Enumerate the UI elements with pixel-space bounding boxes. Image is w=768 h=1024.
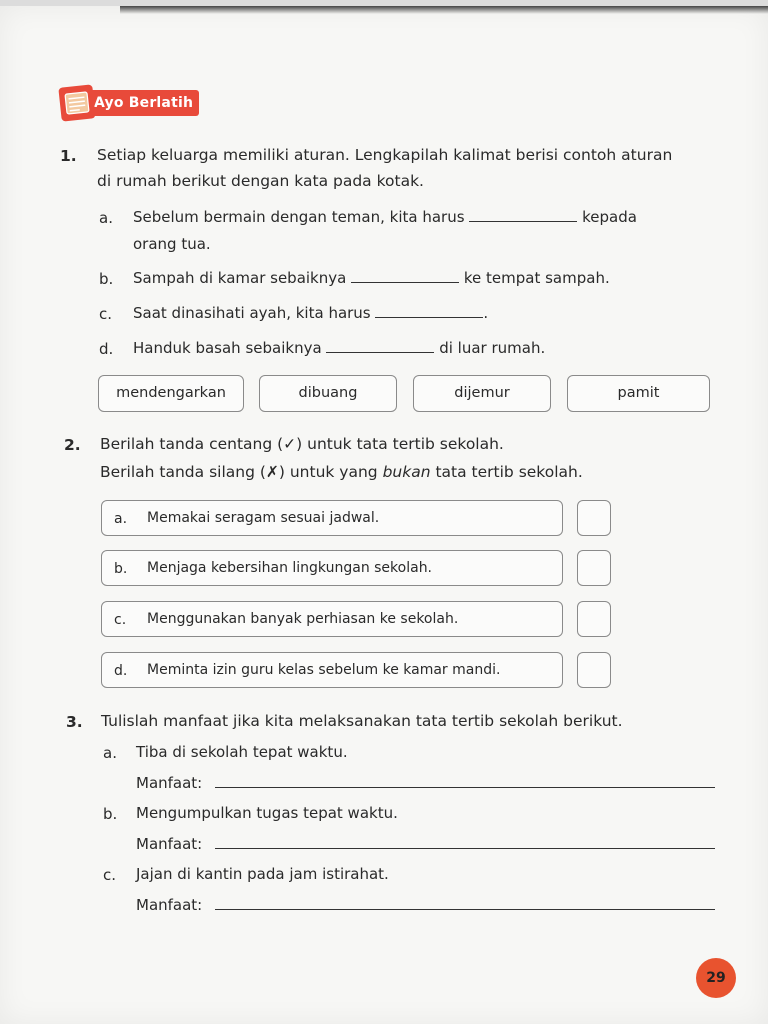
q1-item-a-after: kepada [582,208,637,226]
rule-c-letter: c. [114,612,127,628]
rule-box-b [101,550,563,586]
q1-item-b-after: ke tempat sampah. [463,269,610,287]
q1-item-d-before: Handuk basah sebaiknya [133,339,322,357]
rule-a-letter: a. [114,511,128,527]
notebook-icon [58,84,95,121]
q3-item-b-label: Manfaat: [136,835,203,853]
question-1-line1: Setiap keluarga memiliki aturan. Lengkapilah kalimat berisi contoh aturan [97,146,673,164]
q1-item-c-before: Saat dinasihati ayah, kita harus [133,304,371,322]
rule-c-checkbox[interactable] [577,601,611,637]
question-2-number: 2. [64,436,81,454]
q3-item-b-answer-line[interactable] [215,848,715,849]
q3-item-a-text: Tiba di sekolah tepat waktu. [136,743,348,761]
q1-item-a-letter: a. [99,209,113,227]
q1-item-d-letter: d. [99,340,114,358]
q1-item-b-letter: b. [99,270,114,288]
question-3-number: 3. [66,713,83,731]
question-2-line2-a: Berilah tanda silang (✗) untuk yang [100,463,383,481]
q3-item-c-text: Jajan di kantin pada jam istirahat. [136,865,389,883]
rule-a-text: Memakai seragam sesuai jadwal. [147,510,380,526]
q1-item-d-after: di luar rumah. [439,339,546,357]
q3-item-c-letter: c. [103,866,117,884]
page-number: 29 [696,958,736,998]
q3-item-c-answer-line[interactable] [215,909,715,910]
q1-item-d [133,335,545,361]
q1-item-c-after: . [483,304,489,322]
q3-item-a-label: Manfaat: [136,774,203,792]
question-2-line2-em: bukan [382,463,431,481]
word-box-dijemur: dijemur [413,375,551,412]
rule-b-letter: b. [114,561,128,577]
q1-item-a-before: Sebelum bermain dengan teman, kita harus [133,208,465,226]
question-2-line2-b: tata tertib sekolah. [430,463,583,481]
q3-item-b-text: Mengumpulkan tugas tepat waktu. [136,804,398,822]
rule-b-text: Menjaga kebersihan lingkungan sekolah. [147,560,433,576]
q1-item-a-blank[interactable] [469,208,577,222]
rule-b-checkbox[interactable] [577,550,611,586]
q1-item-c-letter: c. [99,305,113,323]
rule-c-text: Menggunakan banyak perhiasan ke sekolah. [147,611,459,627]
q1-item-d-blank[interactable] [326,339,434,353]
worksheet-page [0,6,768,1024]
word-box-pamit: pamit [567,375,710,412]
q1-item-b-before: Sampah di kamar sebaiknya [133,269,347,287]
q1-item-c [133,300,488,326]
page-top-shadow [120,6,768,14]
q3-item-b-letter: b. [103,805,118,823]
question-2-line2 [100,458,583,486]
question-1-line2: di rumah berikut dengan kata pada kotak. [97,172,424,190]
q3-item-a-letter: a. [103,744,117,762]
rule-d-text: Meminta izin guru kelas sebelum ke kamar mandi. [147,662,501,678]
q1-item-b-blank[interactable] [351,269,459,283]
rule-a-checkbox[interactable] [577,500,611,536]
q3-item-c-label: Manfaat: [136,896,203,914]
q3-item-a-answer-line[interactable] [215,787,715,788]
rule-box-c [101,601,563,637]
section-title: Ayo Berlatih [88,90,199,116]
section-badge [60,86,199,120]
word-box-mendengarkan: mendengarkan [98,375,244,412]
rule-box-d [101,652,563,688]
rule-d-checkbox[interactable] [577,652,611,688]
q1-item-a-cont: orang tua. [133,235,211,253]
question-2-line1: Berilah tanda centang (✓) untuk tata tertib sekolah. [100,435,504,453]
q1-item-b [133,265,610,291]
question-1-number: 1. [60,147,77,165]
q1-item-c-blank[interactable] [375,304,483,318]
rule-d-letter: d. [114,663,128,679]
word-box-dibuang: dibuang [259,375,397,412]
q1-item-a [133,204,637,230]
question-3-line1: Tulislah manfaat jika kita melaksanakan tata tertib sekolah berikut. [101,712,623,730]
rule-box-a [101,500,563,536]
